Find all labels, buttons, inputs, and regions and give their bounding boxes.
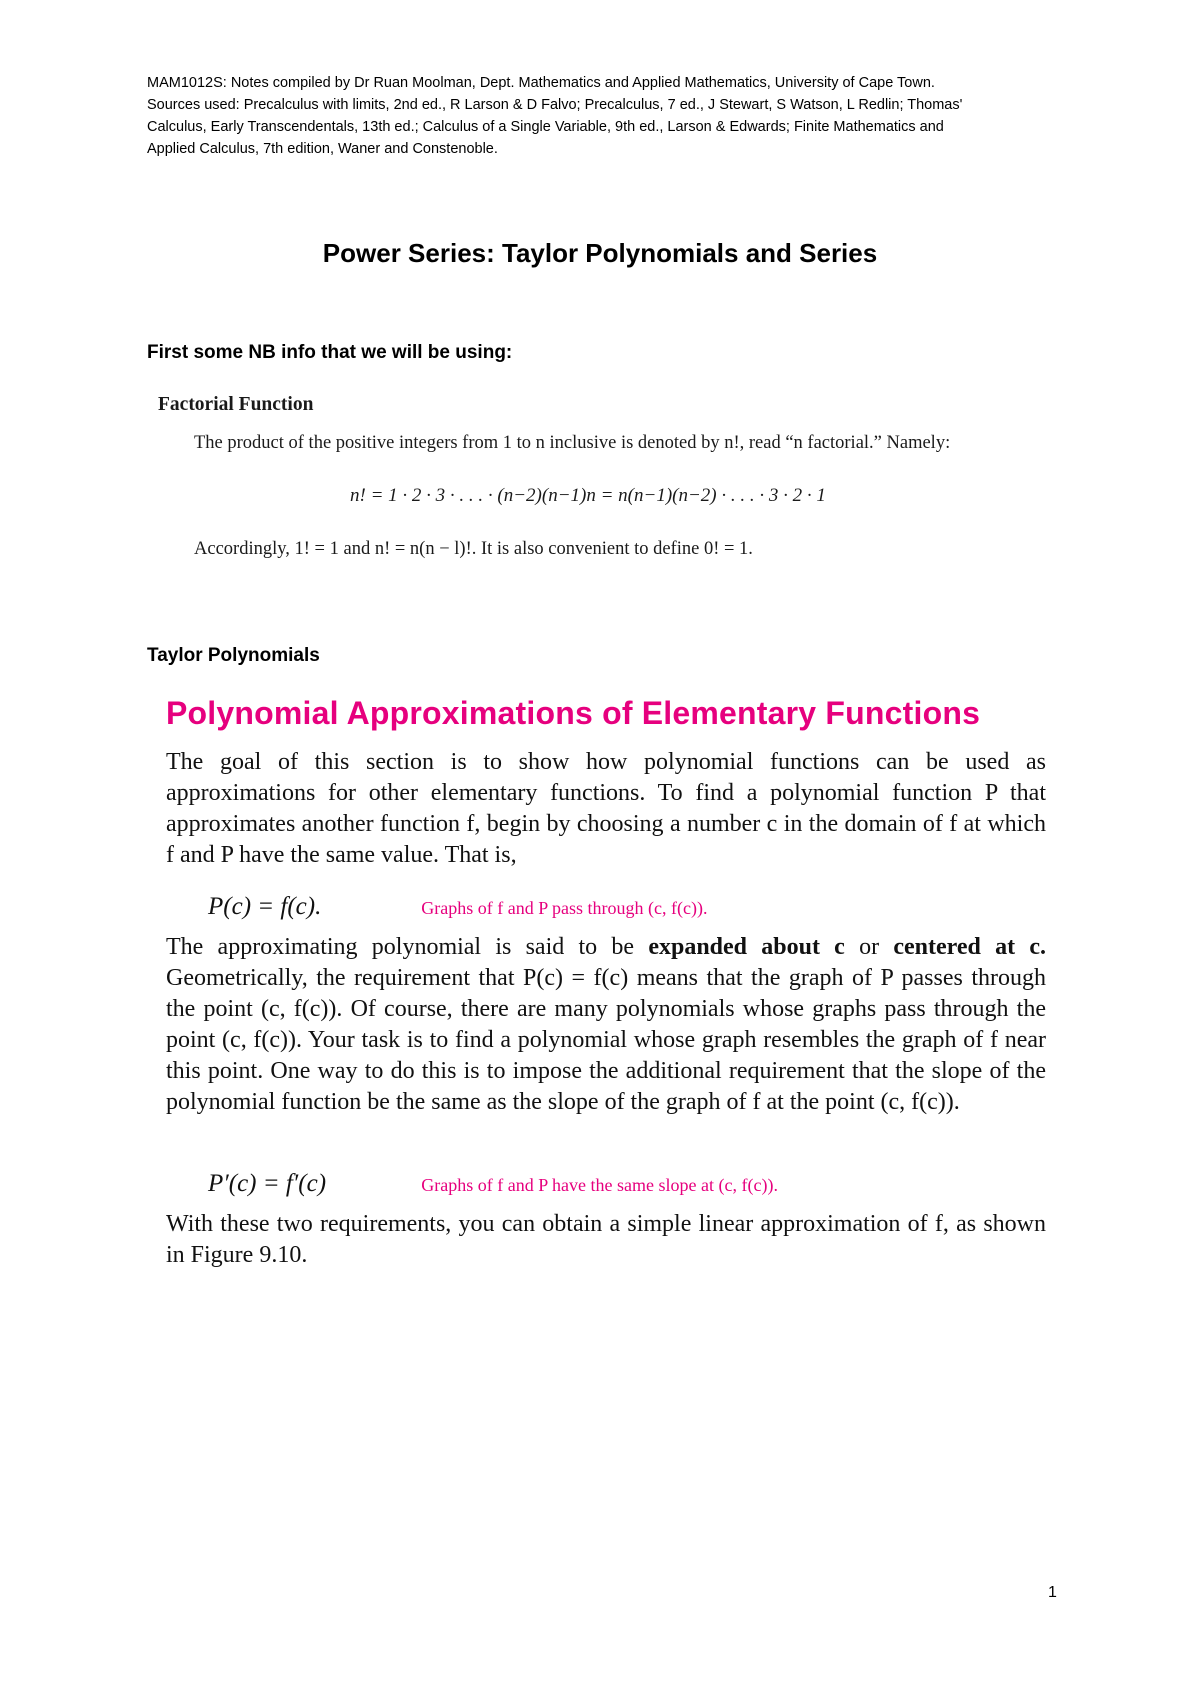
term-expanded-about: expanded about c [648, 934, 845, 960]
term-centered-at: centered at c. [893, 934, 1046, 960]
equation-row-1 [208, 893, 708, 921]
header-line-3: Calculus, Early Transcendentals, 13th ed.; Calculus of a Single Variable, 9th ed., Larson & Edwards; Finite Mathematics and [147, 119, 944, 135]
paragraph-linear-approximation: With these two requirements, you can obtain a simple linear approximation of f, as shown in Figure 9.10. [166, 1211, 1046, 1268]
equation-row-2 [208, 1170, 778, 1198]
document-title: Power Series: Taylor Polynomials and Series [322, 238, 878, 268]
equation-1-note: Graphs of f and P pass through (c, f(c)). [421, 898, 708, 918]
paragraph-expanded-rest: Geometrically, the requirement that P(c) = f(c) means that the graph of P passes through the point (c, f(c)). Of course, there are many polynomials whose graphs pass through the point (c, f(c)). Your task is to find a polynomial whose graph resembles the graph of f near this point. One way to do this is to impose the additional requirement that the slope of the polynomial function be the same as the slope of the graph of f at the point (c, f(c)). [166, 965, 1046, 1115]
equation-1: P(c) = f(c). [208, 893, 322, 920]
factorial-heading: Factorial Function [158, 394, 314, 415]
paragraph-goal: The goal of this section is to show how polynomial functions can be used as approximations for other elementary functions. To find a polynomial function P that approximates another function f, begin by choosing a number c in the domain of f at which f and P have the same value. That is, [166, 749, 1046, 868]
equation-2-note: Graphs of f and P have the same slope at (c, f(c)). [421, 1175, 778, 1195]
factorial-formula: n! = 1 · 2 · 3 · . . . · (n−2)(n−1)n = n(n−1)(n−2) · . . . · 3 · 2 · 1 [350, 485, 826, 506]
page-number: 1 [1048, 1584, 1057, 1601]
paragraph-expanded [166, 932, 1046, 1118]
intro-text: First some NB info that we will be using: [147, 342, 513, 363]
factorial-note: Accordingly, 1! = 1 and n! = n(n − l)!. It is also convenient to define 0! = 1. [194, 539, 753, 559]
header-line-4: Applied Calculus, 7th edition, Waner and Constenoble. [147, 141, 498, 157]
equation-2: P′(c) = f′(c) [208, 1170, 327, 1197]
paragraph-expanded-mid: or [844, 934, 894, 960]
paragraph-expanded-start: The approximating polynomial is said to be [166, 934, 649, 960]
section-title: Polynomial Approximations of Elementary Functions [166, 695, 981, 731]
document-header [147, 72, 1067, 160]
header-line-1: MAM1012S: Notes compiled by Dr Ruan Moolman, Dept. Mathematics and Applied Mathematics, University of Cape Town. [147, 75, 935, 91]
taylor-polynomials-heading: Taylor Polynomials [147, 645, 320, 666]
header-line-2: Sources used: Precalculus with limits, 2nd ed., R Larson & D Falvo; Precalculus, 7 ed., J Stewart, S Watson, L Redlin; Thomas' [147, 97, 963, 113]
factorial-definition: The product of the positive integers from 1 to n inclusive is denoted by n!, read “n factorial.” Namely: [194, 433, 951, 453]
